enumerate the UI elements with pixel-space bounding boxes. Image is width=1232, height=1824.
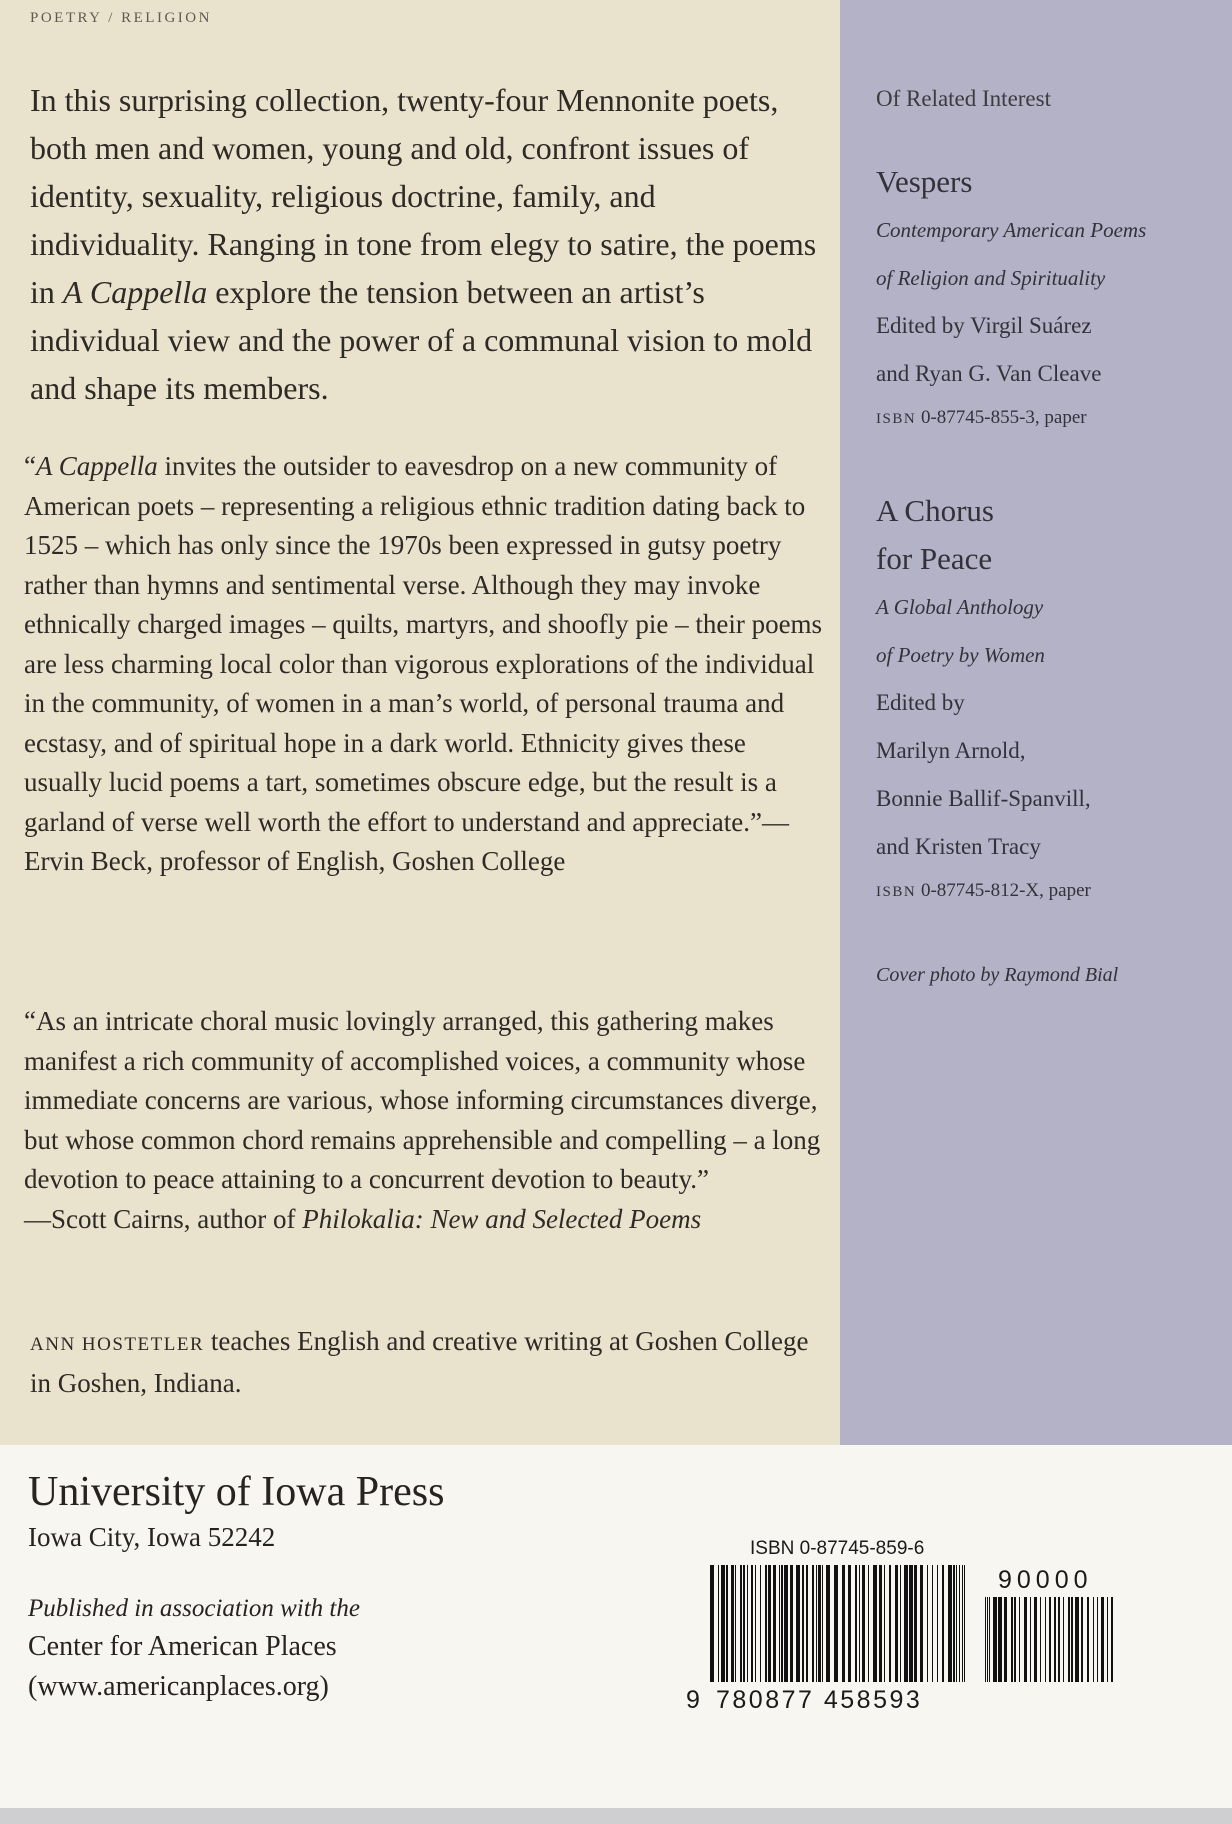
barcode-bar	[1058, 1597, 1060, 1682]
barcode-bar	[1093, 1597, 1094, 1682]
related-interest-column	[876, 84, 1216, 987]
barcode-bar	[927, 1565, 928, 1682]
blurb-attribution-title: Philokalia: New and Selected Poems	[302, 1203, 702, 1234]
barcode-bar	[735, 1565, 736, 1682]
barcode-bar	[868, 1565, 869, 1682]
book-editor-line: Edited by Virgil Suárez	[876, 313, 1092, 338]
related-interest-heading: Of Related Interest	[876, 86, 1051, 111]
lead-text-after: explore the tension between an artist’s individual view and the power of a communal vision to mold and shape its members.	[30, 274, 813, 406]
barcode-lead-digit: 9	[686, 1686, 700, 1714]
book-subtitle-line: of Religion and Spirituality	[876, 266, 1106, 290]
barcode-bar	[818, 1565, 821, 1682]
barcode-bar	[842, 1565, 845, 1682]
barcode-bar	[1081, 1597, 1083, 1682]
blurb-attribution: —Scott Cairns, author of	[24, 1203, 303, 1234]
barcode-bar	[822, 1565, 823, 1682]
barcode-bar	[1004, 1597, 1007, 1682]
blurb-text: “As an intricate choral music lovingly arranged, this gathering makes manifest a rich community of accomplished voices, a community whose immediate concerns are various, whose informing circumstances diverge, but whose common chord remains apprehensible and compelling – a long devotion to peace attaining to a concurrent devotion to beauty.”	[24, 1006, 821, 1194]
barcode-bar	[731, 1565, 734, 1682]
author-name: ANN HOSTETLER	[30, 1334, 205, 1355]
barcode-bar	[1054, 1597, 1056, 1682]
barcode-bar	[879, 1565, 882, 1682]
blurb-book-title: A Cappella	[35, 451, 158, 481]
barcode-bar	[932, 1565, 933, 1682]
barcode-bar	[1075, 1597, 1079, 1682]
barcode-bar	[914, 1565, 917, 1682]
barcode-bar	[1045, 1597, 1046, 1682]
association-url: (www.americanplaces.org)	[28, 1671, 329, 1702]
barcode-bar	[859, 1565, 860, 1682]
barcode-bar	[743, 1565, 745, 1682]
book-editor-line: Edited by	[876, 690, 965, 715]
barcode-bar	[1063, 1597, 1064, 1682]
barcode-bar	[760, 1565, 761, 1682]
barcode-bar	[1068, 1597, 1070, 1682]
barcode-bar	[998, 1597, 1002, 1682]
barcode-price-code: 90000	[998, 1566, 1093, 1594]
barcode-bar	[862, 1565, 865, 1682]
isbn-prefix: ISBN	[876, 884, 917, 900]
barcode-bar	[920, 1565, 923, 1682]
association-org: Center for American Places	[28, 1631, 337, 1662]
barcode-bar	[1111, 1597, 1113, 1682]
barcode-bar	[889, 1565, 891, 1682]
barcode-bar	[964, 1565, 965, 1682]
barcode-bar	[1049, 1597, 1051, 1682]
cover-photo-credit: Cover photo by Raymond Bial	[876, 964, 1119, 986]
barcode-bar	[751, 1565, 753, 1682]
barcode-bar	[768, 1565, 771, 1682]
barcode-bar	[895, 1565, 898, 1682]
barcode-bar	[1030, 1597, 1031, 1682]
barcode-bar	[740, 1565, 742, 1682]
barcode-bar	[1014, 1597, 1016, 1682]
publisher-name: University of Iowa Press	[28, 1469, 445, 1515]
barcode-bar	[1097, 1597, 1098, 1682]
barcode-bar	[834, 1565, 838, 1682]
barcode-bar	[1040, 1597, 1041, 1682]
review-blurb-cairns	[24, 1002, 824, 1239]
barcode-bar	[779, 1565, 780, 1682]
price-barcode	[985, 1597, 1113, 1682]
barcode-bar	[726, 1565, 728, 1682]
barcode-bar	[909, 1565, 913, 1682]
author-bio	[30, 1322, 830, 1403]
barcode-bar	[848, 1565, 851, 1682]
barcode-bar	[953, 1565, 955, 1682]
barcode-bar	[1101, 1597, 1104, 1682]
barcode-bar	[826, 1565, 830, 1682]
barcode-bar	[1011, 1597, 1013, 1682]
book-subtitle-line: A Global Anthology	[876, 595, 1044, 619]
book-subtitle-line: of Poetry by Women	[876, 643, 1045, 667]
book-title-line: A Chorus	[876, 493, 994, 528]
isbn-value: 0-87745-812-X, paper	[916, 880, 1091, 901]
barcode-bar	[884, 1565, 885, 1682]
isbn-value: 0-87745-855-3, paper	[916, 407, 1087, 428]
related-interest-panel	[840, 0, 1232, 1445]
barcode-bar	[1107, 1597, 1108, 1682]
barcode-bar	[948, 1565, 952, 1682]
association-note: Published in association with the	[28, 1595, 360, 1622]
barcode-bar	[802, 1565, 804, 1682]
barcode-bar	[806, 1565, 808, 1682]
barcode-bar	[942, 1565, 944, 1682]
barcode-bar	[790, 1565, 793, 1682]
barcode-bar	[987, 1597, 988, 1682]
book-subtitle-line: Contemporary American Poems	[876, 218, 1147, 242]
publisher-city: Iowa City, Iowa 52242	[28, 1522, 276, 1552]
barcode-bar	[956, 1565, 957, 1682]
barcode-bar	[993, 1597, 997, 1682]
barcode-bar	[900, 1565, 901, 1682]
review-blurb-beck	[24, 447, 824, 882]
barcode-bar	[959, 1565, 960, 1682]
book-editor-line: and Kristen Tracy	[876, 834, 1041, 859]
bottom-edge	[0, 1808, 1232, 1824]
barcode-bar	[1087, 1597, 1089, 1682]
barcode-bar	[873, 1565, 877, 1682]
category-label: POETRY / RELIGION	[30, 10, 212, 26]
related-book-chorus	[876, 487, 1216, 912]
book-isbn	[876, 871, 1216, 912]
book-editor-line: and Ryan G. Van Cleave	[876, 361, 1102, 386]
barcode-isbn-label: ISBN 0-87745-859-6	[750, 1538, 925, 1559]
author-bio-text: teaches English and creative writing at Goshen College in Goshen, Indiana.	[30, 1326, 809, 1398]
barcode-bar	[1019, 1597, 1020, 1682]
barcode-bar	[755, 1565, 756, 1682]
book-isbn	[876, 398, 1216, 439]
barcode-bar	[812, 1565, 814, 1682]
barcode-bar	[765, 1565, 767, 1682]
barcode-bar	[855, 1565, 857, 1682]
barcode-bar	[773, 1565, 776, 1682]
barcode-bar	[781, 1565, 783, 1682]
barcode-bar	[989, 1597, 990, 1682]
barcode-bar	[784, 1565, 788, 1682]
barcode-bar	[796, 1565, 800, 1682]
barcode-bar	[710, 1565, 714, 1682]
barcode-bar	[904, 1565, 908, 1682]
book-title-line: Vespers	[876, 164, 973, 199]
book-editor-line: Bonnie Ballif-Spanvill,	[876, 786, 1091, 811]
related-book-vespers	[876, 158, 1216, 439]
book-title-line: for Peace	[876, 541, 993, 576]
barcode-bar	[962, 1565, 963, 1682]
lead-text-before: In this surprising collection, twenty-four Mennonite poets, both men and women, young and old, confront issues of identity, sexuality, religious doctrine, family, and individuality. Ranging in tone from elegy to satire, the poems in	[30, 82, 817, 310]
isbn-prefix: ISBN	[876, 411, 917, 427]
barcode-bar	[1034, 1597, 1037, 1682]
isbn-barcode	[710, 1565, 965, 1682]
barcode-bar	[721, 1565, 725, 1682]
book-editor-line: Marilyn Arnold,	[876, 738, 1026, 763]
barcode-bar	[1071, 1597, 1073, 1682]
barcode-bar	[937, 1565, 938, 1682]
barcode-bar	[816, 1565, 817, 1682]
barcode-bar	[1024, 1597, 1027, 1682]
lead-paragraph	[30, 76, 830, 412]
lead-book-title: A Cappella	[62, 274, 208, 310]
barcode-digits: 780877 458593	[716, 1686, 923, 1714]
barcode-bar	[747, 1565, 748, 1682]
barcode-bar	[718, 1565, 719, 1682]
blurb-text: invites the outsider to eavesdrop on a new community of American poets – representing a religious ethnic tradition dating back to 1525 – which has only since the 1970s been expressed in gutsy poetry rather than hymns and sentimental verse. Although they may invoke ethnically charged images – quilts, martyrs, and shoofly pie – their poems are less charming local color than vigorous explorations of the individual in the community, of women in a man’s world, of personal trauma and ecstasy, and of spiritual hope in a dark world. Ethnicity gives these usually lucid poems a tart, sometimes obscure edge, but the result is a garland of verse well worth the effort to understand and appreciate.”—Ervin Beck, professor of English, Goshen College	[24, 451, 823, 876]
barcode-bar	[985, 1597, 986, 1682]
open-quote: “	[24, 451, 36, 481]
